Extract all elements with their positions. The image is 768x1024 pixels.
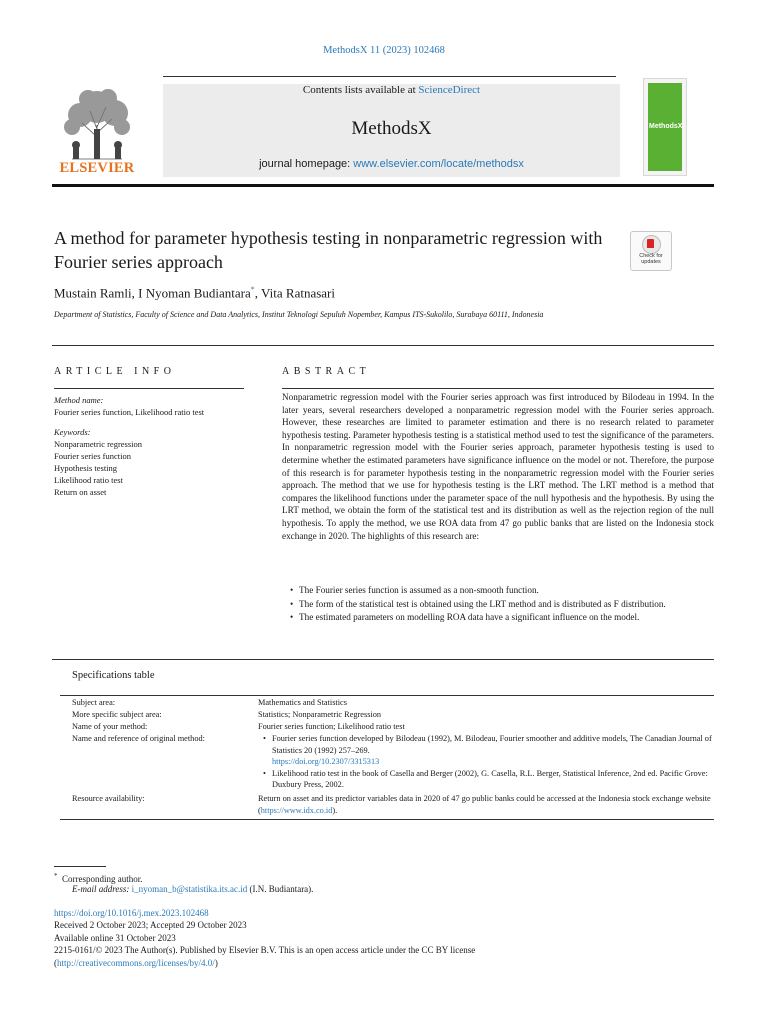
spec-value: Fourier series function; Likelihood ratio test [258, 722, 405, 731]
check-for-updates-badge[interactable] [630, 231, 672, 271]
reference-item: • Fourier series function developed by Bilodeau (1992), M. Bilodeau, Fourier smoother and additive models, The Canadian Journal of Statistics 20 (1992) 257–269. https://doi.org/10.2307/3315313 [258, 733, 714, 768]
cc-license-link[interactable]: http://creativecommons.org/licenses/by/4.0/ [57, 957, 215, 968]
journal-homepage-line [163, 158, 620, 170]
article-doi-link[interactable]: https://doi.org/10.1016/j.mex.2023.102468 [54, 908, 209, 918]
section-rule [52, 659, 714, 660]
spec-table-bottom-rule [60, 819, 714, 820]
license-link-line: (http://creativecommons.org/licenses/by/4.0/) [54, 957, 218, 968]
check-updates-label: Check for updates [639, 253, 663, 265]
author-affiliation: Department of Statistics, Faculty of Science and Data Analytics, Institut Teknologi Sepuluh Nopember, Kampus ITS-Sukolilo, Surabaya 60111, Indonesia [54, 310, 544, 319]
email-footnote: E-mail address: i_nyoman_b@statistika.its.ac.id (I.N. Budiantara). [72, 884, 314, 894]
spec-label: Name and reference of original method: [72, 734, 205, 743]
spec-label: Resource availability: [72, 794, 145, 803]
received-dates: Received 2 October 2023; Accepted 29 October 2023 [54, 920, 247, 931]
idx-website-link[interactable]: https://www.idx.co.id [260, 805, 333, 815]
abstract-rule [282, 388, 714, 389]
reference-doi-link[interactable]: https://doi.org/10.2307/3315313 [272, 757, 380, 767]
spec-value: Mathematics and Statistics [258, 698, 347, 707]
corresponding-author-footnote: * Corresponding author. [54, 872, 143, 884]
elsevier-wordmark: ELSEVIER [59, 160, 135, 176]
author-email-link[interactable]: i_nyoman_b@statistika.its.ac.id [131, 884, 248, 894]
keywords-label: Keywords: [54, 427, 91, 437]
email-label: E-mail address: [72, 884, 132, 894]
keyword-item: Fourier series function [54, 451, 131, 461]
homepage-prefix: journal homepage: [259, 158, 354, 170]
authors-first: Mustain Ramli, I Nyoman Budiantara [54, 285, 251, 301]
publication-info [54, 907, 714, 969]
available-online-date: Available online 31 October 2023 [54, 932, 176, 943]
license-statement: 2215-0161/© 2023 The Author(s). Published by Elsevier B.V. This is an open access article under the CC BY license [54, 945, 476, 956]
sciencedirect-link[interactable]: ScienceDirect [418, 84, 481, 96]
contents-availability-line [163, 84, 620, 96]
specifications-table-title: Specifications table [72, 670, 155, 681]
journal-cover-thumbnail[interactable] [643, 78, 687, 176]
section-rule [52, 345, 714, 346]
reference-item: • Likelihood ratio test in the book of Casella and Berger (2002), G. Casella, R.L. Berger, Statistical Inference, 2nd ed. Pacific Grove: Duxbury Press, 2002. [258, 768, 714, 791]
highlight-item: • The form of the statistical test is obtained using the LRT method and is distributed as F distribution. [290, 598, 714, 611]
bookmark-ribbon-icon [647, 239, 654, 248]
article-info-rule [54, 388, 244, 389]
spec-table-top-rule [60, 695, 714, 696]
keyword-item: Return on asset [54, 487, 107, 497]
footnote-rule [54, 866, 106, 867]
spec-label: Name of your method: [72, 722, 148, 731]
article-info-body [54, 394, 254, 498]
article-info-heading: ARTICLE INFO [54, 366, 176, 377]
spec-value [258, 733, 714, 791]
corresponding-author-mark[interactable]: * [250, 285, 255, 294]
highlight-item: • The Fourier series function is assumed as a non-smooth function. [290, 584, 714, 597]
abstract-heading: ABSTRACT [282, 366, 371, 377]
header-top-rule [163, 76, 616, 77]
author-list [54, 285, 335, 301]
cover-title: MethodsX [649, 123, 683, 130]
keyword-item: Hypothesis testing [54, 463, 118, 473]
journal-citation[interactable]: MethodsX 11 (2023) 102468 [323, 45, 445, 56]
abstract-text: Nonparametric regression model with the Fourier series approach was first introduced by Bilodeau in 1994. In the later years, several researchers developed a nonparametric regression model with the Fourier series approach. However, these researches are limited to parameter estimation and there is no research related to parameter hypothesis testing. Parameter hypothesis testing is a statistical method used to test the significance of the parameters. In nonparametric regression model with the Fourier series approach, parameter hypothesis testing is used to determine whether the estimated parameters have significance influence on the model or not. Therefore, the purpose of this research is for parameter hypothesis testing in the nonparametric regression model with the Fourier series approach. The method that we use for hypothesis testing is the LRT method. The LRT method is a method that compares the likelihood functions under the parameter space of the null hypothesis and the hypothesis. By using the LRT method, we obtain the form of the statistical test and its distribution as well as the rejection region of the null hypothesis. To apply the method, we use ROA data from 47 go public banks that are listed on the Indonesia stock exchange in 2020. The highlights of this research are: [282, 392, 714, 541]
journal-title: MethodsX [351, 118, 432, 139]
journal-homepage-link[interactable]: www.elsevier.com/locate/methodsx [353, 158, 524, 170]
keyword-item: Nonparametric regression [54, 439, 143, 449]
spec-label: More specific subject area: [72, 710, 162, 719]
spec-value: Return on asset and its predictor variables data in 2020 of 47 go public banks could be accessed at the Indonesia stock exchange website (https://www.idx.co.id). [258, 794, 711, 815]
highlight-item: • The estimated parameters on modelling ROA data have a significant influence on the model. [290, 611, 714, 624]
method-name-value: Fourier series function, Likelihood ratio test [54, 407, 205, 417]
method-name-label: Method name: [54, 395, 104, 405]
article-title: A method for parameter hypothesis testing in nonparametric regression with Fourier series approach [54, 228, 603, 272]
header-thick-rule [52, 184, 714, 187]
highlights-list [290, 584, 714, 625]
authors-last: , Vita Ratnasari [254, 285, 335, 301]
reference-list [258, 733, 714, 791]
footnote-mark: * [54, 872, 58, 880]
spec-value: Statistics; Nonparametric Regression [258, 710, 382, 719]
keyword-item: Likelihood ratio test [54, 475, 123, 485]
contents-prefix: Contents lists available at [302, 84, 419, 96]
spec-label: Subject area: [72, 698, 116, 707]
